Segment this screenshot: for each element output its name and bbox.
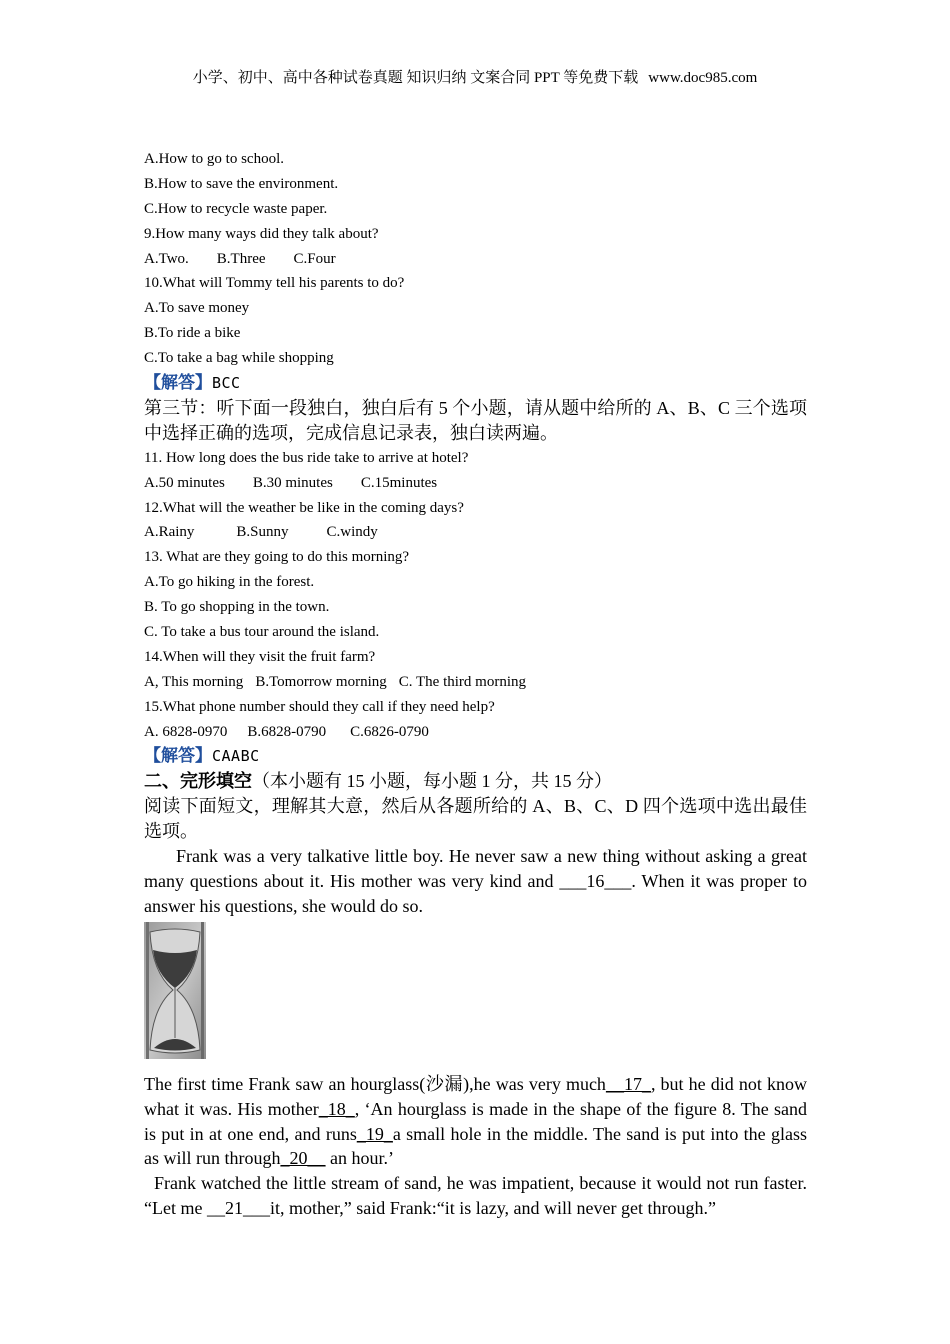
answer-value: CAABC (212, 747, 260, 766)
answer-value: BCC (212, 374, 241, 393)
blank-20: _20__ (280, 1148, 326, 1169)
paragraph-1 (144, 844, 807, 919)
paragraph-text: it, mother,” said Frank:“it is lazy, and will never get through.” (269, 1198, 716, 1219)
option: B.6828-0790 (247, 723, 327, 740)
q14-options (144, 670, 807, 695)
hourglass-image (144, 922, 206, 1059)
option: B.30 minutes (252, 474, 333, 491)
blank-21: __21___ (206, 1198, 270, 1219)
hourglass-icon (144, 922, 206, 1059)
question-12: 12.What will the weather be like in the coming days? (144, 499, 464, 516)
section3-instruction: 第三节：听下面一段独白，独白后有 5 个小题，请从题中给所的 A、B、C 三个选项中选择正确的选项，完成信息记录表，独白读两遍。 (144, 397, 807, 443)
question-15: 15.What phone number should they call if they need help? (144, 698, 495, 715)
q15-options (144, 720, 807, 745)
option: A. 6828-0970 (144, 723, 228, 740)
question-13: 13. What are they going to do this morning? (144, 549, 410, 566)
option: C.6826-0790 (350, 723, 429, 740)
question-14: 14.When will they visit the fruit farm? (144, 648, 376, 665)
option: C.Four (293, 250, 336, 267)
blank-16: ___16___ (559, 870, 632, 891)
answer-label: 【解答】 (144, 746, 212, 766)
blank-18: _18_ (318, 1098, 355, 1119)
option: A.Rainy (144, 524, 195, 541)
text-line: A.To save money (144, 300, 250, 317)
answer-line (144, 744, 807, 769)
option: A, This morning (144, 673, 244, 690)
text-line: B. To go shopping in the town. (144, 599, 330, 616)
page-header (0, 66, 950, 87)
q9-options (144, 247, 807, 272)
option: A.50 minutes (144, 474, 225, 491)
document-body (144, 147, 807, 1221)
blank-19: _19_ (356, 1123, 393, 1144)
option: C. The third morning (398, 673, 526, 690)
blank-17: __17_ (605, 1073, 651, 1094)
answer-line (144, 371, 807, 396)
text-line: A.To go hiking in the forest. (144, 574, 315, 591)
paragraph-text: , ‘An hourglass is made in the shape of the figure 8. The sand is put in at one end, and runs (144, 1098, 807, 1144)
paragraph-text: Frank was a very talkative little boy. He never saw a new thing without asking a great many questions about it. His mother was very kind and (144, 846, 807, 891)
option: B.Sunny (236, 524, 289, 541)
paragraph-text: . When it was proper to answer his questions, she would do so. (144, 870, 807, 916)
text-line: C.How to recycle waste paper. (144, 200, 328, 217)
paragraph-2 (144, 1072, 807, 1172)
q11-options (144, 471, 807, 496)
part2-title-note: （本小题有 15 小题，每小题 1 分，共 15 分） (252, 771, 612, 792)
q12-options (144, 520, 807, 545)
question-10: 10.What will Tommy tell his parents to do? (144, 275, 405, 292)
option: C.15minutes (360, 474, 438, 491)
option: B.Three (216, 250, 266, 267)
text-line: A.How to go to school. (144, 151, 284, 167)
option: C.windy (326, 524, 378, 541)
question-9: 9.How many ways did they talk about? (144, 225, 379, 242)
text-line: B.How to save the environment. (144, 175, 339, 192)
answer-label: 【解答】 (144, 373, 212, 393)
paragraph-text: Frank watched the little stream of sand, he was impatient, because it would not run faster. “Let me (144, 1173, 807, 1219)
option: A.Two. (144, 250, 189, 267)
text-line: C.To take a bag while shopping (144, 350, 334, 367)
paragraph-3 (144, 1171, 807, 1221)
text-line: C. To take a bus tour around the island. (144, 623, 380, 640)
paragraph-text: a small hole in the middle. The sand is put into the glass as will run through (144, 1123, 807, 1169)
part2-title: 二、完形填空 (144, 771, 252, 792)
part2-heading (144, 769, 807, 794)
header-url[interactable]: www.doc985.com (648, 70, 758, 86)
part2-instruction: 阅读下面短文，理解其大意，然后从各题所给的 A、B、C、D 四个选项中选出最佳选项。 (144, 796, 807, 842)
option: B.Tomorrow morning (255, 673, 387, 690)
paragraph-text: The first time Frank saw an hourglass(沙漏),he was very much (144, 1073, 606, 1094)
paragraph-text: an hour.’ (325, 1148, 394, 1169)
header-text: 小学、初中、高中各种试卷真题 知识归纳 文案合同 PPT 等免费下载 (192, 70, 639, 86)
paragraph-text: , but he did not know what it was. His mother (144, 1073, 807, 1119)
question-11: 11. How long does the bus ride take to arrive at hotel? (144, 449, 469, 466)
text-line: B.To ride a bike (144, 325, 241, 342)
